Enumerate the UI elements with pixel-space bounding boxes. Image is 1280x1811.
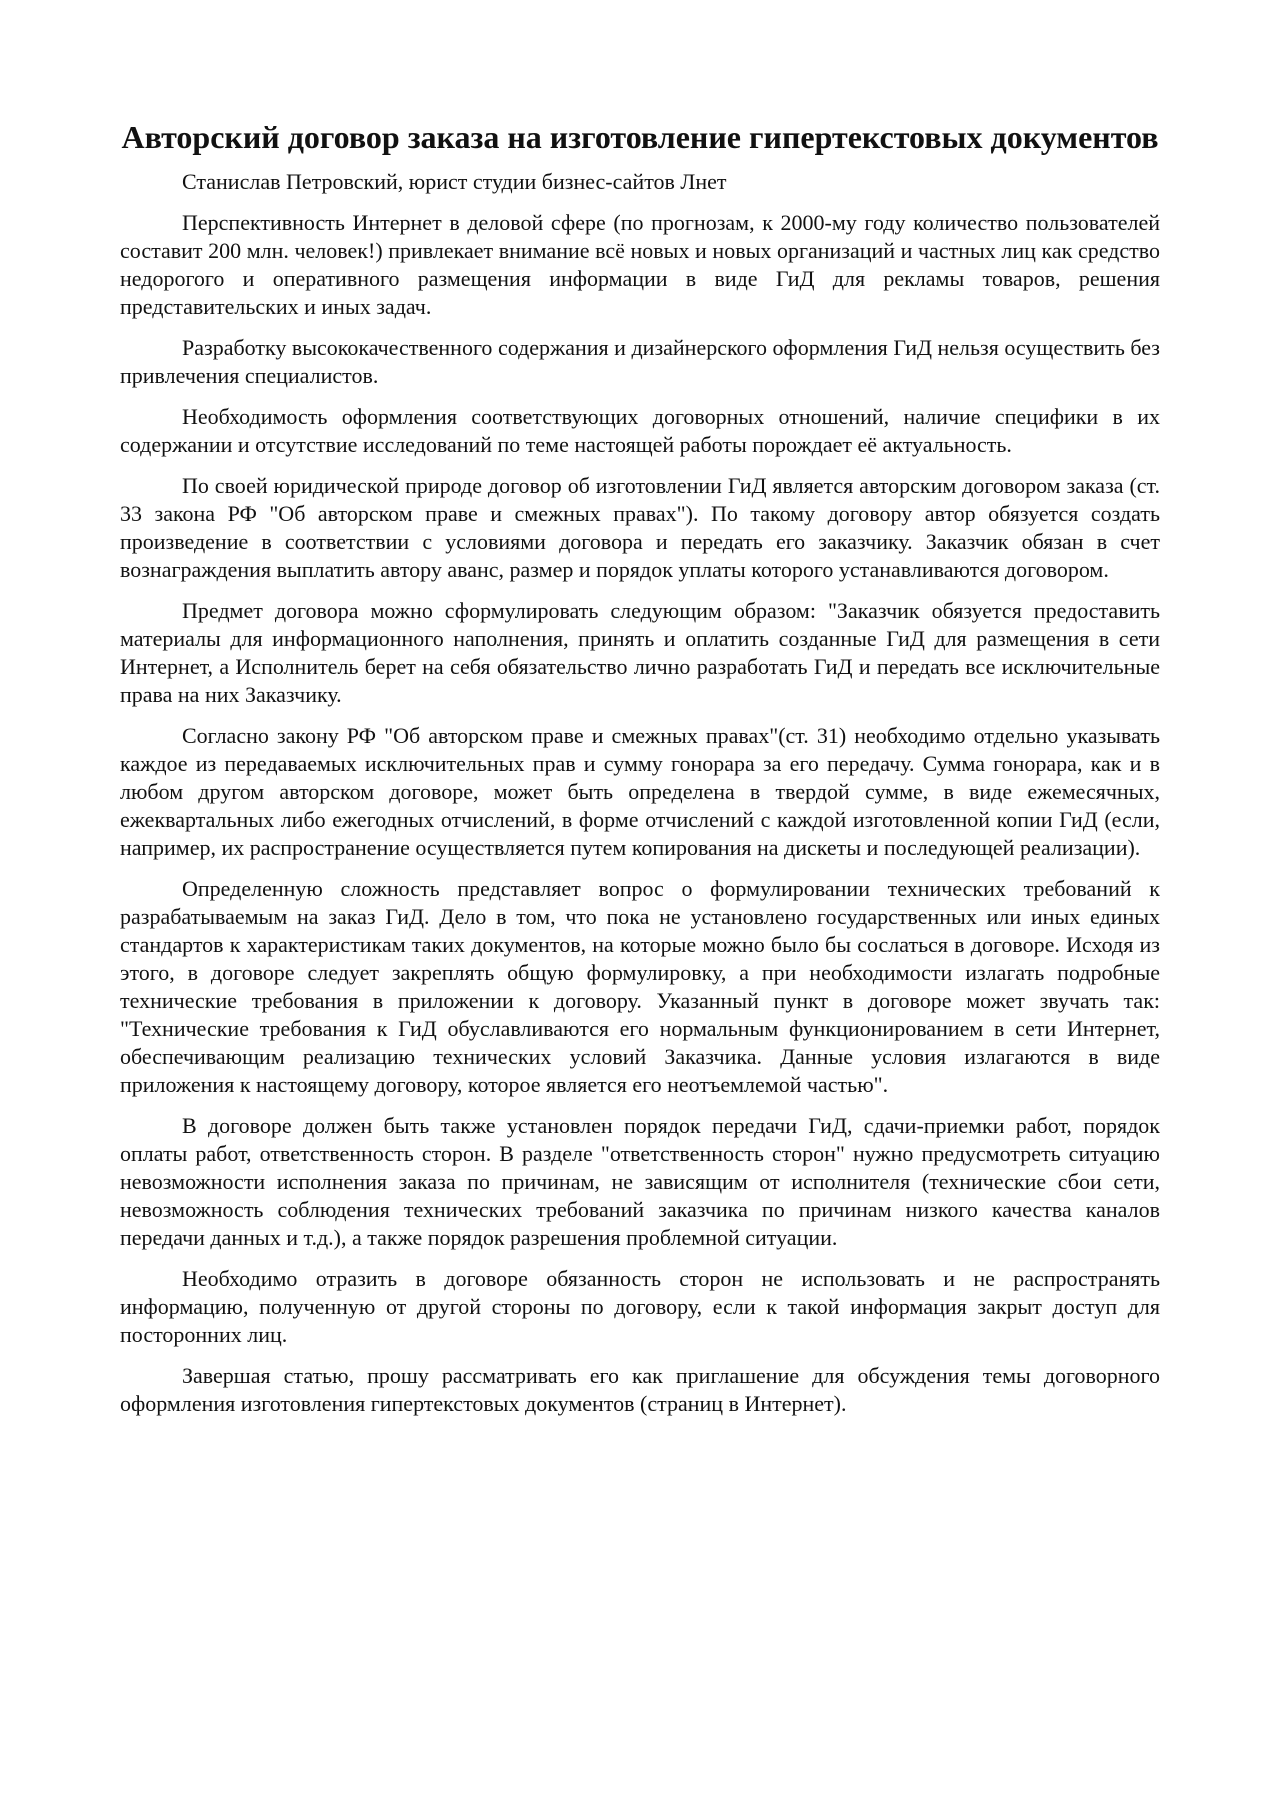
- paragraph-8: В договоре должен быть также установлен порядок передачи ГиД, сдачи-приемки работ, порядок оплаты работ, ответственность сторон. В разделе "ответственность сторон" нужно предусмотреть ситуацию невозможности исполнения заказа по причинам, не зависящим от исполнителя (технические сбои сети, невозможность соблюдения технических требований заказчика по причинам низкого качества каналов передачи данных и т.д.), а также порядок разрешения проблемной ситуации.: [120, 1113, 1160, 1250]
- paragraph-3: Необходимость оформления соответствующих договорных отношений, наличие специфики в их содержании и отсутствие исследований по теме настоящей работы порождает её актуальность.: [120, 404, 1160, 457]
- paragraph-1: Перспективность Интернет в деловой сфере (по прогнозам, к 2000-му году количество пользователей составит 200 млн. человек!) привлекает внимание всё новых и новых организаций и частных лиц как средство недорогого и оперативного размещения информации в виде ГиД для рекламы товаров, решения представительских и иных задач.: [120, 210, 1160, 319]
- document-title: Авторский договор заказа на изготовление гипертекстовых документов: [121, 119, 1159, 155]
- paragraph-6: Согласно закону РФ "Об авторском праве и смежных правах"(ст. 31) необходимо отдельно указывать каждое из передаваемых исключительных прав и сумму гонорара за его передачу. Сумма гонорара, как и в любом другом авторском договоре, может быть определена в твердой сумме, в виде ежемесячных, ежеквартальных либо ежегодных отчислений, в форме отчислений с каждой изготовленной копии ГиД (если, например, их распространение осуществляется путем копирования на дискеты и последующей реализации).: [120, 723, 1160, 860]
- paragraph-9: Необходимо отразить в договоре обязанность сторон не использовать и не распространять информацию, полученную от другой стороны по договору, если к такой информация закрыт доступ для посторонних лиц.: [120, 1266, 1160, 1347]
- paragraph-7: Определенную сложность представляет вопрос о формулировании технических требований к разрабатываемым на заказ ГиД. Дело в том, что пока не установлено государственных или иных единых стандартов к характеристикам таких документов, на которые можно было бы сослаться в договоре. Исходя из этого, в договоре следует закреплять общую формулировку, а при необходимости излагать подробные технические требования в приложении к договору. Указанный пункт в договоре может звучать так: "Технические требования к ГиД обуславливаются его нормальным функционированием в сети Интернет, обеспечивающим реализацию технических условий Заказчика. Данные условия излагаются в виде приложения к настоящему договору, которое является его неотъемлемой частью".: [120, 876, 1160, 1097]
- paragraph-10: Завершая статью, прошу рассматривать его как приглашение для обсуждения темы договорного оформления изготовления гипертекстовых документов (страниц в Интернет).: [120, 1363, 1160, 1416]
- paragraph-2: Разработку высококачественного содержания и дизайнерского оформления ГиД нельзя осуществить без привлечения специалистов.: [120, 335, 1160, 388]
- paragraph-5: Предмет договора можно сформулировать следующим образом: "Заказчик обязуется предоставить материалы для информационного наполнения, принять и оплатить созданные ГиД для размещения в сети Интернет, а Исполнитель берет на себя обязательство лично разработать ГиД и передать все исключительные права на них Заказчику.: [120, 598, 1160, 707]
- paragraph-4: По своей юридической природе договор об изготовлении ГиД является авторским договором заказа (ст. 33 закона РФ "Об авторском праве и смежных правах"). По такому договору автор обязуется создать произведение в соответствии с условиями договора и передать его заказчику. Заказчик обязан в счет вознаграждения выплатить автору аванс, размер и порядок уплаты которого устанавливаются договором.: [120, 473, 1160, 582]
- author-line: Станислав Петровский, юрист студии бизнес-сайтов Лнет: [182, 169, 727, 194]
- document-page: [120, 118, 1160, 1431]
